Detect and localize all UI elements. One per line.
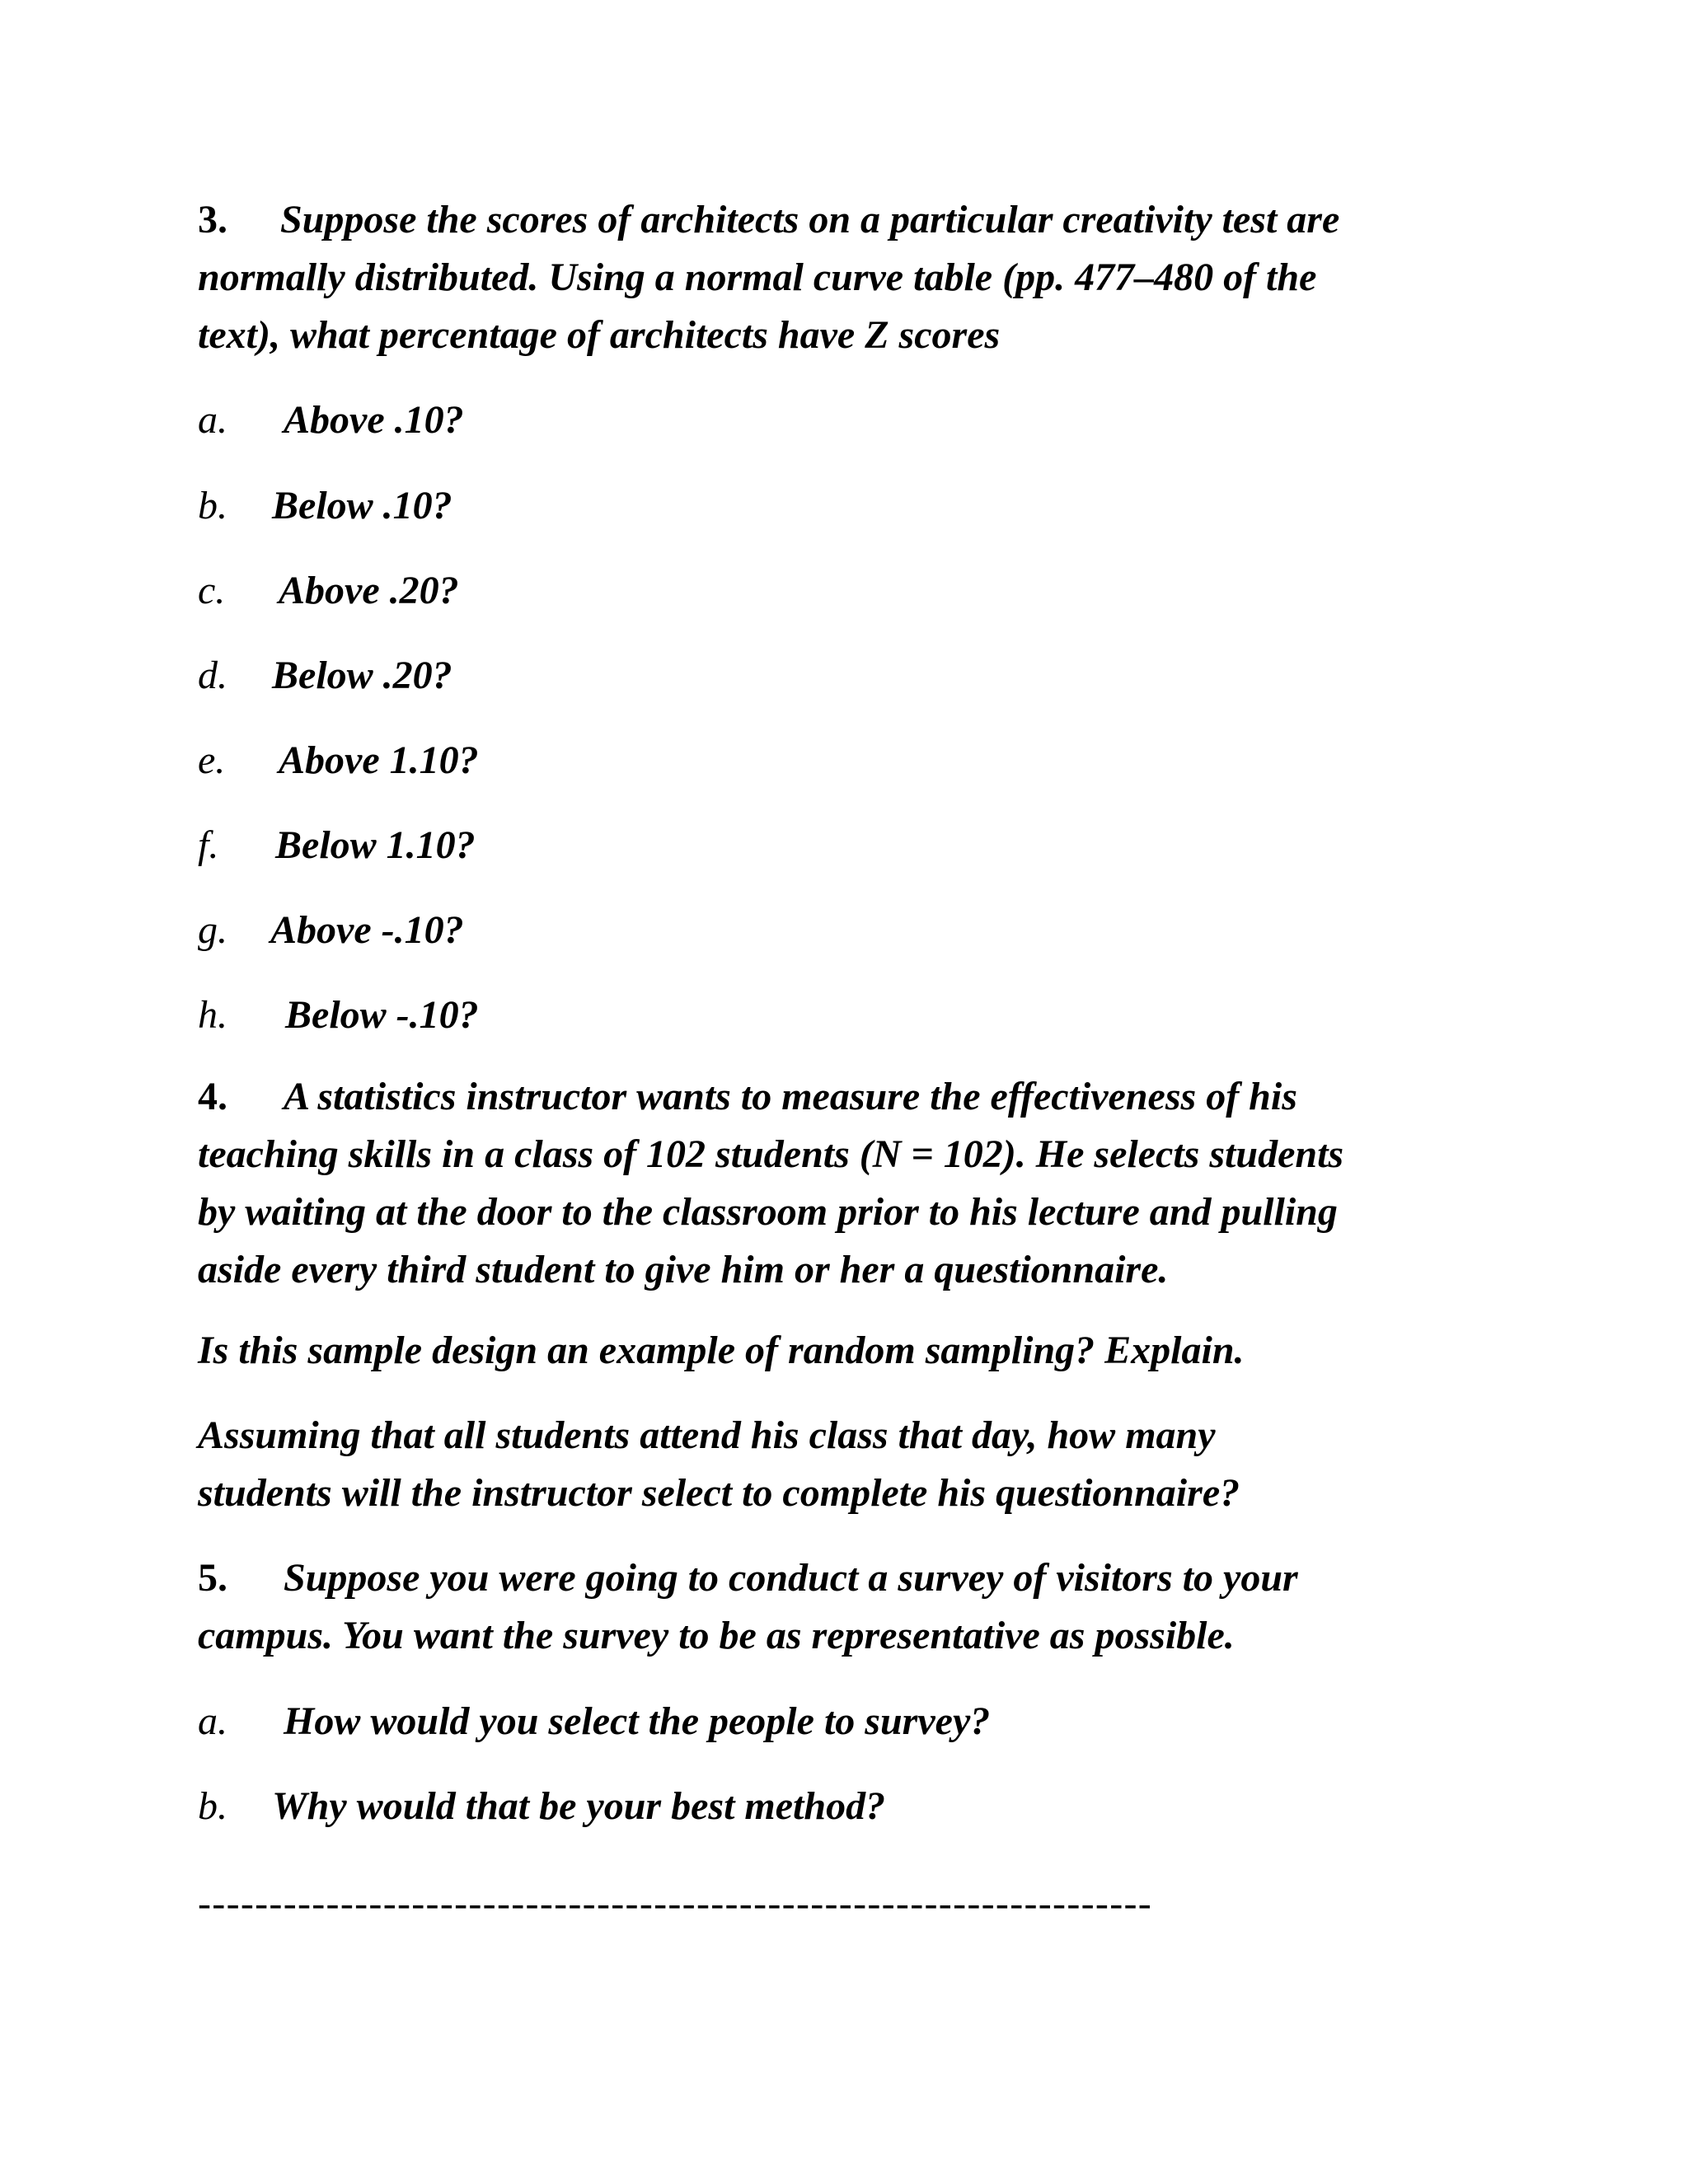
- option-letter: h.: [198, 993, 227, 1037]
- option-letter: e.: [198, 738, 226, 782]
- option-text: Above .20?: [279, 569, 459, 612]
- option-text: Why would that be your best method?: [272, 1784, 886, 1828]
- option-letter: f.: [198, 823, 219, 867]
- option-text: Below -.10?: [285, 993, 479, 1037]
- option-letter: b.: [198, 1784, 227, 1828]
- option-letter: a.: [198, 1699, 227, 1743]
- option-text: Above .10?: [284, 398, 464, 442]
- question-4-part-1: [198, 1322, 1484, 1380]
- question-4-part-2: [198, 1407, 1484, 1522]
- question-text-line: aside every third student to give him or her a questionnaire.: [198, 1248, 1169, 1291]
- option-text: How would you select the people to survey?: [284, 1699, 991, 1743]
- question-text-line: Is this sample design an example of random sampling? Explain.: [198, 1329, 1245, 1372]
- option-text: Above -.10?: [270, 908, 464, 952]
- option-text: Below .20?: [272, 654, 452, 697]
- question-text-line: Suppose you were going to conduct a survey of visitors to your: [284, 1556, 1298, 1600]
- question-number: 3.: [198, 198, 227, 241]
- question-text-line: teaching skills in a class of 102 students (N = 102). He selects students: [198, 1132, 1344, 1176]
- question-text-line: campus. You want the survey to be as representative as possible.: [198, 1614, 1235, 1657]
- question-text-line: students will the instructor select to complete his questionnaire?: [198, 1471, 1240, 1515]
- option-text: Above 1.10?: [279, 738, 479, 782]
- option-letter: b.: [198, 484, 227, 527]
- question-text-line: A statistics instructor wants to measure the effectiveness of his: [284, 1075, 1297, 1118]
- option-letter: g.: [198, 908, 227, 952]
- question-text-line: by waiting at the door to the classroom prior to his lecture and pulling: [198, 1190, 1338, 1234]
- question-3: [198, 191, 1484, 364]
- option-text: Below .10?: [272, 484, 452, 527]
- question-number: 4.: [198, 1075, 227, 1118]
- dashed-divider: -------------------------------------------------------------------: [198, 1882, 1153, 1925]
- question-text-line: Assuming that all students attend his class that day, how many: [198, 1413, 1216, 1457]
- question-text-line: normally distributed. Using a normal curve table (pp. 477–480 of the: [198, 255, 1317, 299]
- question-5: [198, 1549, 1484, 1665]
- option-letter: d.: [198, 654, 227, 697]
- question-text-line: Suppose the scores of architects on a particular creativity test are: [280, 198, 1340, 241]
- option-text: Below 1.10?: [275, 823, 476, 867]
- question-4: [198, 1068, 1484, 1299]
- question-text-line: text), what percentage of architects have Z scores: [198, 313, 1001, 357]
- option-letter: c.: [198, 569, 226, 612]
- option-letter: a.: [198, 398, 227, 442]
- question-number: 5.: [198, 1556, 227, 1600]
